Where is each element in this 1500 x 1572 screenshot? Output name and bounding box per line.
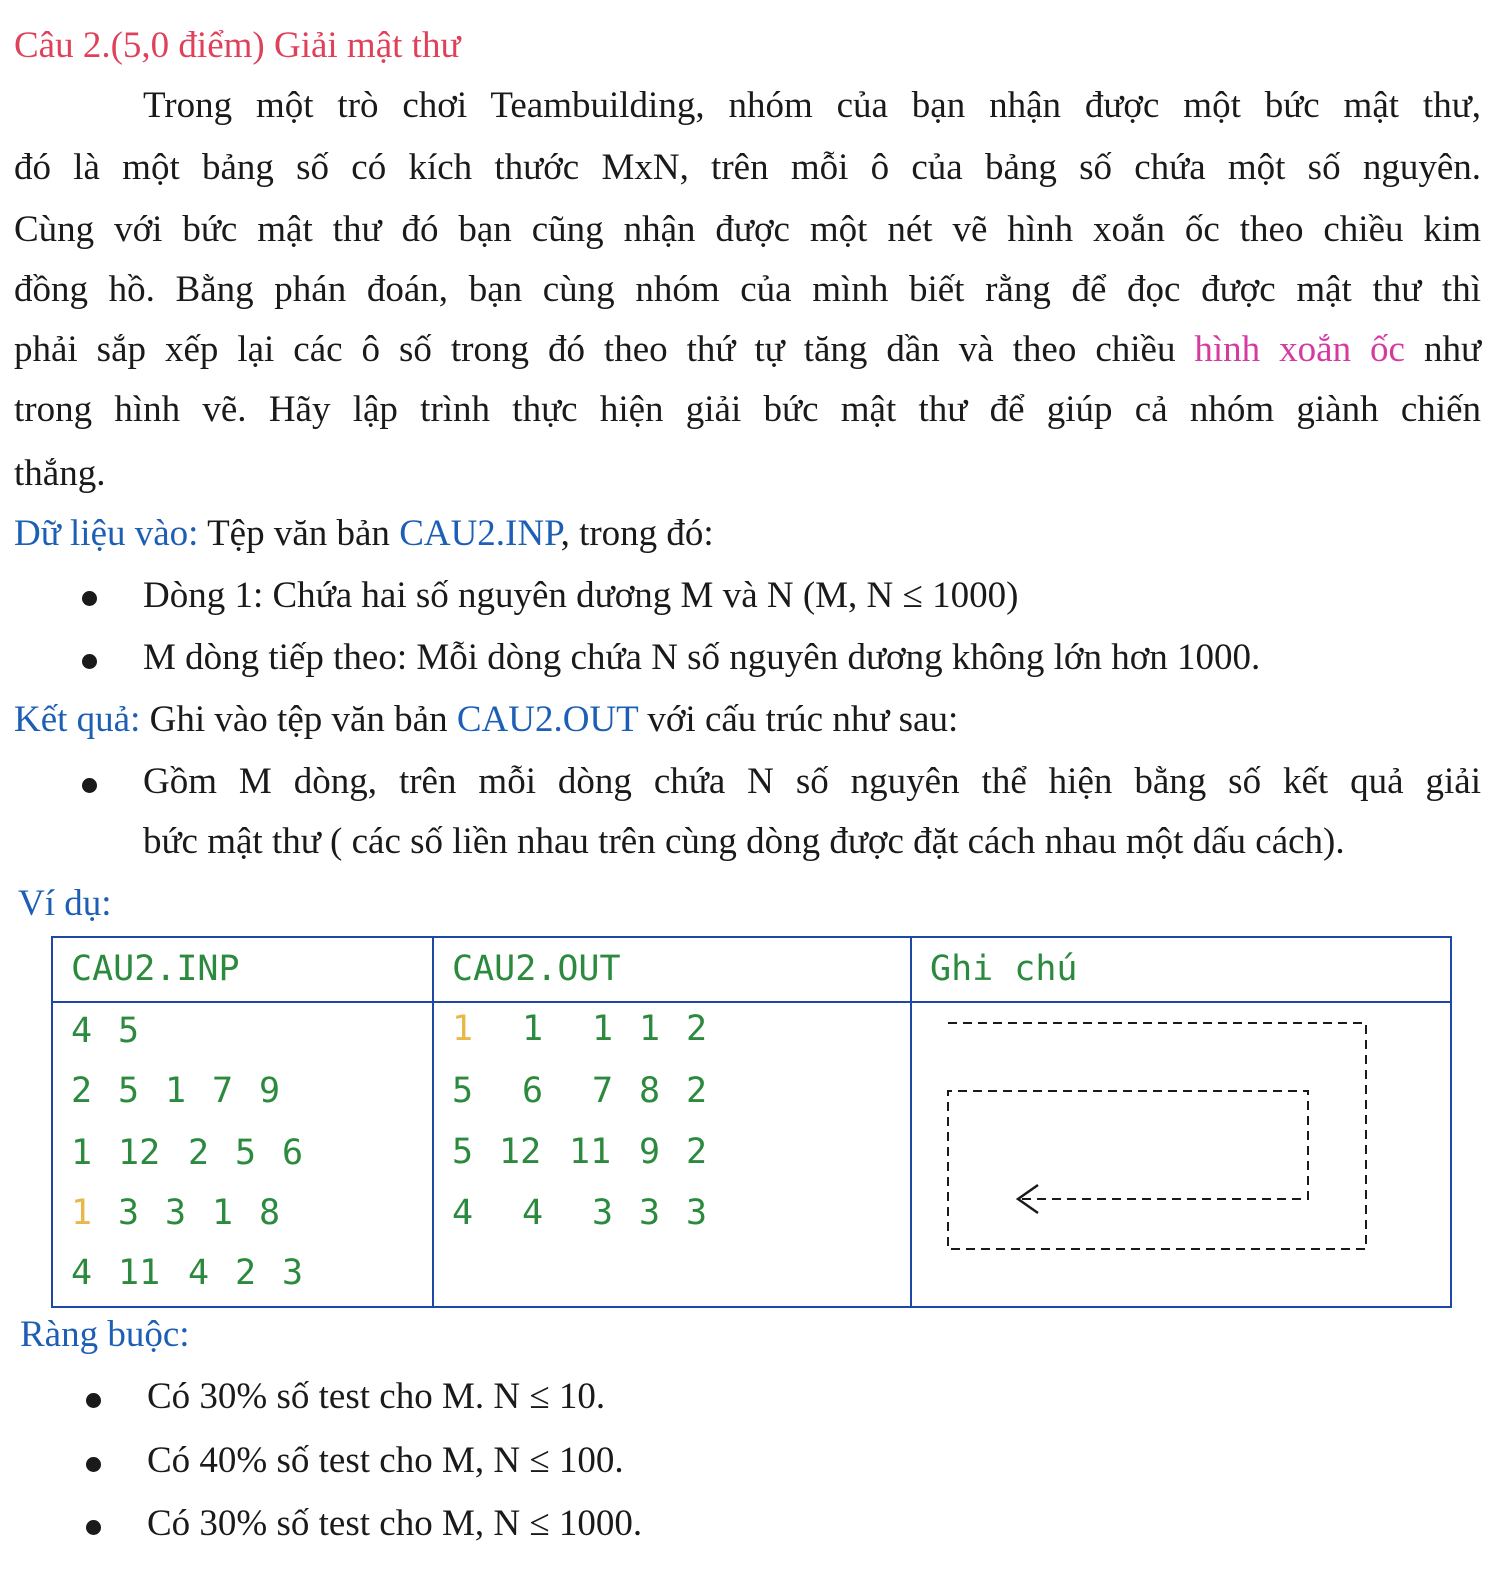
paragraph-line-1: Trong một trò chơi Teambuilding, nhóm của bạn nhận được một bức mật thư, [143,85,1481,126]
out-value: 4 [522,1193,544,1233]
inp-value: 2 [71,1071,93,1111]
clockwise-spiral-arrow-icon [912,1003,1452,1306]
bullet-dot [82,591,97,606]
paragraph-line-3: Cùng với bức mật thư đó bạn cũng nhận được một nét vẽ hình xoắn ốc theo chiều kim [14,209,1481,250]
inp-value: 9 [259,1071,281,1111]
header-output-file: CAU2.OUT [433,937,911,1002]
out-value: 11 [569,1132,612,1172]
inp-value: 3 [118,1193,140,1233]
paragraph-line-2: đó là một bảng số có kích thước MxN, trên mỗi ô của bảng số chứa một số nguyên. [14,147,1481,188]
out-value: 1 [452,1009,474,1049]
out-value: 4 [452,1193,474,1233]
out-value: 1 [639,1009,661,1049]
constraint-bullet-1: Có 30% số test cho M. N ≤ 10. [147,1376,606,1417]
out-value: 2 [686,1009,708,1049]
out-value: 7 [592,1071,614,1111]
inp-value: 12 [118,1133,161,1173]
inp-value: 1 [165,1071,187,1111]
out-value: 12 [499,1132,542,1172]
inp-value: 11 [118,1253,161,1293]
inp-value: 4 [71,1253,93,1293]
output-bullet-line-1: Gồm M dòng, trên mỗi dòng chứa N số nguyên thể hiện bằng số kết quả giải [143,761,1481,802]
inp-value: 5 [118,1071,140,1111]
inp-value: 8 [259,1193,281,1233]
bullet-dot [82,778,97,793]
constraint-bullet-2: Có 40% số test cho M, N ≤ 100. [147,1440,624,1481]
input-bullet-2: M dòng tiếp theo: Mỗi dòng chứa N số nguyên dương không lớn hơn 1000. [143,637,1261,678]
output-label: Kết quả: [14,699,141,740]
question-heading: Câu 2.(5,0 điểm) Giải mật thư [14,25,461,66]
note-cell [911,1002,1451,1307]
example-label: Ví dụ: [18,883,112,924]
header-input-file: CAU2.INP [52,937,433,1002]
header-note: Ghi chú [911,937,1451,1002]
input-label: Dữ liệu vào: [14,513,199,554]
out-value: 2 [686,1071,708,1111]
inp-value: 5 [118,1011,140,1051]
out-value: 1 [522,1009,544,1049]
inp-value: 1 [212,1193,234,1233]
inp-value: 3 [282,1253,304,1293]
input-example-cell [52,1002,433,1307]
inp-value: 5 [235,1133,257,1173]
out-value: 8 [639,1071,661,1111]
out-value: 5 [452,1132,474,1172]
inp-value: 4 [188,1253,210,1293]
bullet-dot [86,1520,101,1535]
inp-value: 1 [71,1133,93,1173]
input-file-name: CAU2.INP [399,513,561,554]
paragraph-line-4: đồng hồ. Bằng phán đoán, bạn cùng nhóm của mình biết rằng để đọc được mật thư thì [14,269,1481,310]
output-example-cell [433,1002,911,1307]
out-value: 6 [522,1071,544,1111]
out-value: 2 [686,1132,708,1172]
paragraph-line-6: trong hình vẽ. Hãy lập trình thực hiện giải bức mật thư để giúp cả nhóm giành chiến [14,389,1481,430]
inp-value: 3 [165,1193,187,1233]
paragraph-line-7: thắng. [14,453,106,494]
example-table [51,936,1452,1308]
input-bullet-1: Dòng 1: Chứa hai số nguyên dương M và N (M, N ≤ 1000) [143,575,1019,616]
inp-value: 6 [282,1133,304,1173]
inp-value: 4 [71,1011,93,1051]
inp-value: 2 [235,1253,257,1293]
output-file-name: CAU2.OUT [456,699,639,740]
constraints-label: Ràng buộc: [20,1314,190,1355]
constraint-bullet-3: Có 30% số test cho M, N ≤ 1000. [147,1503,643,1544]
bullet-dot [86,1393,101,1408]
out-value: 9 [639,1132,661,1172]
inp-value: 7 [212,1071,234,1111]
paragraph-line-5: phải sắp xếp lại các ô số trong đó theo thứ tự tăng dần và theo chiều hình xoắn ốc như [14,329,1481,370]
out-value: 5 [452,1071,474,1111]
output-section: Kết quả: Ghi vào tệp văn bản CAU2.OUT với cấu trúc như sau: [14,699,959,740]
out-value: 3 [639,1193,661,1233]
output-bullet-line-2: bức mật thư ( các số liền nhau trên cùng dòng được đặt cách nhau một dấu cách). [143,821,1345,862]
out-value: 3 [592,1193,614,1233]
bullet-dot [82,654,97,669]
inp-value: 2 [188,1133,210,1173]
spiral-highlight: hình xoắn ốc [1194,329,1405,370]
out-value: 3 [686,1193,708,1233]
input-section: Dữ liệu vào: Tệp văn bản CAU2.INP, trong đó: [14,513,714,554]
bullet-dot [86,1457,101,1472]
inp-value: 1 [71,1193,93,1233]
out-value: 1 [592,1009,614,1049]
